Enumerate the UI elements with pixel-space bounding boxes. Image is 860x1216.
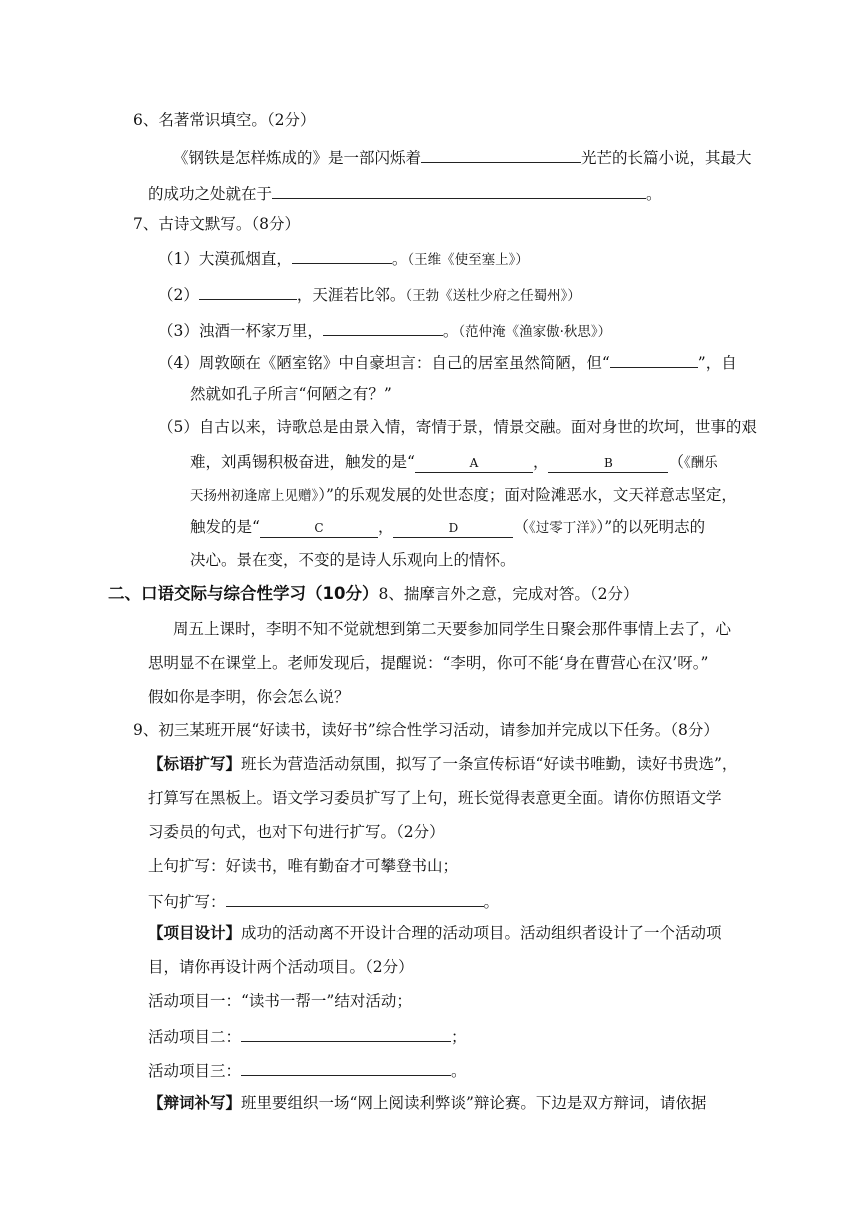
q6-line1: 《钢铁是怎样炼成的》是一部闪烁着 光芒的长篇小说，其最大 xyxy=(173,145,752,169)
q9-title: 9、初三某班开展“好读书，读好书”综合性学习活动，请参加并完成以下任务。（8分） xyxy=(133,721,719,739)
q7-sub4-line2: 然就如孔子所言“何陋之有？” xyxy=(190,385,392,403)
q7-sub5-line3: 天扬州初逢席上见赠》）”的乐观发展的处世态度；面对险滩恶水，文天祥意志坚定， xyxy=(190,486,737,504)
q9-task1-line3: 习委员的句式，也对下句进行扩写。（2分） xyxy=(148,823,445,841)
q9-task2-line1: 【项目设计】成功的活动离不开设计合理的活动项目。活动组织者设计了一个活动项 xyxy=(148,923,722,942)
q9-task1-line2: 打算写在黑板上。语文学习委员扩写了上句，班长觉得表意更全面。请你仿照语文学 xyxy=(148,789,722,807)
q7-sub5-line1: （5）自古以来，诗歌总是由景入情，寄情于景，情景交融。面对身世的坎坷，世事的艰 xyxy=(158,418,757,436)
q7-blank3[interactable] xyxy=(323,318,443,336)
q7-sub1: （1）大漠孤烟直， 。（王维《使至塞上》） xyxy=(158,246,529,271)
q8-line2: 思明显不在课堂上。老师发现后，提醒说：“李明，你可不能‘身在曹营心在汉’呀。” xyxy=(148,654,709,672)
q7-sub4-line1: （4）周敦颐在《陋室铭》中自豪坦言：自己的居室虽然简陋，但“ ”，自 xyxy=(158,350,737,374)
q7-sub3: （3）浊酒一杯家万里， 。（范仲淹《渔家傲·秋思》） xyxy=(158,318,611,343)
q6-title: 6、名著常识填空。（2分） xyxy=(133,111,316,129)
q7-sub5-line4: 触发的是“ C ， D （《过零丁洋》）”的以死明志的 xyxy=(190,518,706,536)
q7-blank4[interactable] xyxy=(610,350,698,368)
task2-item3-blank[interactable] xyxy=(241,1058,451,1076)
task3-label: 【辩词补写】 xyxy=(148,1093,242,1112)
q9-task2-line2: 目，请你再设计两个活动项目。（2分） xyxy=(148,958,414,976)
q7-blank2[interactable] xyxy=(199,282,297,300)
q6-line2: 的成功之处就在于 。 xyxy=(148,181,662,205)
task2-item2-blank[interactable] xyxy=(241,1024,451,1042)
q8-line3: 假如你是李明，你会怎么说？ xyxy=(148,688,350,706)
q9-task2-item2: 活动项目二： ； xyxy=(148,1024,467,1048)
q6-blank1[interactable] xyxy=(421,145,581,163)
q7-blank-d[interactable]: D xyxy=(393,520,513,538)
q9-task2-item3: 活动项目三： 。 xyxy=(148,1058,467,1082)
section-heading: 二、口语交际与综合性学习（10分） xyxy=(108,584,379,603)
q7-sub5-line2: 难，刘禹锡积极奋进，触发的是“ A ， B （《酬乐 xyxy=(190,453,718,471)
task2-label: 【项目设计】 xyxy=(148,923,242,942)
q6-blank2[interactable] xyxy=(272,181,646,199)
q7-blank-a[interactable]: A xyxy=(415,455,533,473)
q8-line1: 周五上课时，李明不知不觉就想到第二天要参加同学生日聚会那件事情上去了，心 xyxy=(173,620,732,638)
q7-title: 7、古诗文默写。（8分） xyxy=(133,215,300,233)
q7-sub5-line5: 决心。景在变，不变的是诗人乐观向上的情怀。 xyxy=(190,551,516,569)
q9-task3-line1: 【辩词补写】班里要组织一场“网上阅读利弊谈”辩论赛。下边是双方辩词，请依据 xyxy=(148,1093,707,1112)
task1-answer-blank[interactable] xyxy=(226,889,484,907)
q9-task1-down: 下句扩写： 。 xyxy=(148,889,499,913)
q9-task1-up: 上句扩写：好读书，唯有勤奋才可攀登书山； xyxy=(148,857,459,875)
q8-title: 8、揣摩言外之意，完成对答。（2分） xyxy=(378,585,639,603)
q7-sub2: （2） ，天涯若比邻。（王勃《送杜少府之任蜀州》） xyxy=(158,282,581,307)
section2-heading-line xyxy=(108,583,638,605)
q9-task2-item1: 活动项目一：“读书一帮一”结对活动； xyxy=(148,992,412,1010)
q7-blank1[interactable] xyxy=(292,246,392,264)
q9-task1-line1: 【标语扩写】班长为营造活动氛围，拟写了一条宣传标语“好读书唯勤，读好书贵选”， xyxy=(148,754,738,773)
q7-blank-c[interactable]: C xyxy=(260,520,378,538)
task1-label: 【标语扩写】 xyxy=(148,754,242,773)
q7-blank-b[interactable]: B xyxy=(548,455,668,473)
